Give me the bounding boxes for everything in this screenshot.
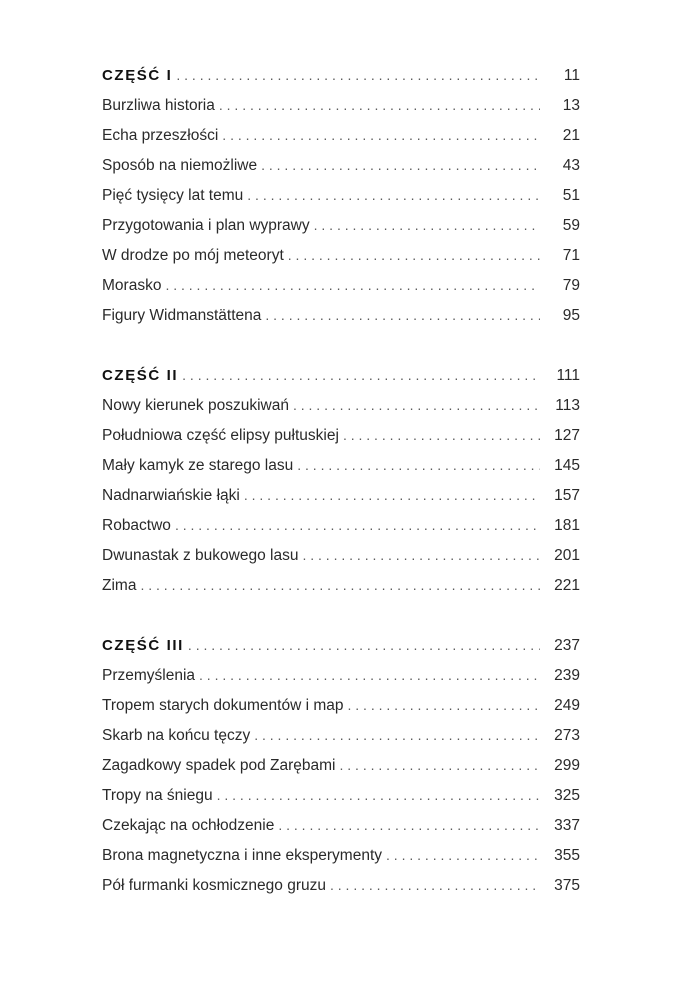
toc-entry	[102, 450, 580, 480]
chapter-title: Nowy kierunek poszukiwań	[102, 397, 289, 414]
page-number: 221	[554, 577, 580, 594]
toc-entry	[102, 570, 580, 600]
page-number: 111	[556, 367, 580, 384]
dot-leader	[176, 60, 540, 90]
dot-leader	[278, 810, 540, 840]
dot-leader	[217, 780, 540, 810]
chapter-title: Brona magnetyczna i inne eksperymenty	[102, 847, 383, 864]
page-number: 11	[563, 67, 580, 84]
page-number: 21	[562, 127, 580, 144]
toc-entry	[102, 540, 580, 570]
dot-leader	[219, 90, 540, 120]
dot-leader	[254, 720, 540, 750]
toc-entry	[102, 180, 580, 210]
chapter-title: Robactwo	[102, 517, 171, 534]
dot-leader	[175, 510, 540, 540]
dot-leader	[244, 480, 540, 510]
toc-entry	[102, 660, 580, 690]
part-heading-title: CZĘŚĆ I	[102, 67, 173, 84]
part-heading-row	[102, 60, 580, 90]
chapter-title: Przygotowania i plan wyprawy	[102, 217, 310, 234]
chapter-title: Zima	[102, 577, 137, 594]
dot-leader	[265, 300, 540, 330]
chapter-title: Tropem starych dokumentów i map	[102, 697, 344, 714]
page-number: 157	[554, 487, 580, 504]
chapter-title: Mały kamyk ze starego lasu	[102, 457, 294, 474]
part-1	[102, 60, 580, 330]
chapter-title: Figury Widmanstättena	[102, 307, 262, 324]
dot-leader	[386, 840, 540, 870]
chapter-title: Przemyślenia	[102, 667, 196, 684]
dot-leader	[165, 270, 540, 300]
chapter-title: Czekając na ochłodzenie	[102, 817, 275, 834]
chapter-title: Sposób na niemożliwe	[102, 157, 258, 174]
toc-entry	[102, 90, 580, 120]
toc-entry	[102, 420, 580, 450]
chapter-title: Pół furmanki kosmicznego gruzu	[102, 877, 326, 894]
dot-leader	[330, 870, 540, 900]
part-heading-row	[102, 360, 580, 390]
table-of-contents	[102, 60, 580, 900]
toc-entry	[102, 390, 580, 420]
toc-entry	[102, 270, 580, 300]
page-number: 43	[562, 157, 580, 174]
page-number: 79	[562, 277, 580, 294]
toc-entry	[102, 240, 580, 270]
page-number: 59	[562, 217, 580, 234]
chapter-title: Nadnarwiańskie łąki	[102, 487, 240, 504]
page-number: 375	[554, 877, 580, 894]
part-heading-row	[102, 630, 580, 660]
part-heading-title: CZĘŚĆ II	[102, 367, 179, 384]
chapter-title: Skarb na końcu tęczy	[102, 727, 251, 744]
toc-entry	[102, 480, 580, 510]
chapter-title: W drodze po mój meteoryt	[102, 247, 284, 264]
dot-leader	[182, 360, 540, 390]
toc-entry	[102, 150, 580, 180]
page-number: 237	[554, 637, 580, 654]
page-number: 355	[554, 847, 580, 864]
chapter-title: Burzliwa historia	[102, 97, 215, 114]
chapter-title: Echa przeszłości	[102, 127, 219, 144]
dot-leader	[348, 690, 541, 720]
toc-entry	[102, 870, 580, 900]
toc-entry	[102, 120, 580, 150]
page-number: 13	[562, 97, 580, 114]
toc-entry	[102, 720, 580, 750]
toc-entry	[102, 210, 580, 240]
part-3	[102, 630, 580, 900]
dot-leader	[314, 210, 540, 240]
dot-leader	[297, 450, 540, 480]
page-number: 113	[555, 397, 580, 414]
dot-leader	[340, 750, 541, 780]
page-number: 325	[554, 787, 580, 804]
page-number: 299	[554, 757, 580, 774]
dot-leader	[222, 120, 540, 150]
toc-entry	[102, 840, 580, 870]
page-number: 95	[562, 307, 580, 324]
chapter-title: Morasko	[102, 277, 162, 294]
page-number: 145	[554, 457, 580, 474]
chapter-title: Dwunastak z bukowego lasu	[102, 547, 299, 564]
page-number: 337	[554, 817, 580, 834]
page-number: 201	[554, 547, 580, 564]
dot-leader	[302, 540, 540, 570]
dot-leader	[288, 240, 540, 270]
toc-entry	[102, 750, 580, 780]
dot-leader	[261, 150, 540, 180]
page-number: 71	[562, 247, 580, 264]
toc-entry	[102, 690, 580, 720]
part-2	[102, 360, 580, 600]
dot-leader	[188, 630, 540, 660]
dot-leader	[140, 570, 540, 600]
page-number: 127	[554, 427, 580, 444]
toc-entry	[102, 510, 580, 540]
dot-leader	[199, 660, 540, 690]
toc-entry	[102, 780, 580, 810]
page-number: 239	[554, 667, 580, 684]
dot-leader	[247, 180, 540, 210]
part-heading-title: CZĘŚĆ III	[102, 637, 184, 654]
toc-entry	[102, 300, 580, 330]
dot-leader	[293, 390, 540, 420]
page-number: 249	[554, 697, 580, 714]
toc-entry	[102, 810, 580, 840]
chapter-title: Tropy na śniegu	[102, 787, 213, 804]
chapter-title: Pięć tysięcy lat temu	[102, 187, 244, 204]
page-number: 51	[562, 187, 580, 204]
page-number: 273	[554, 727, 580, 744]
dot-leader	[343, 420, 540, 450]
page-number: 181	[554, 517, 580, 534]
chapter-title: Południowa część elipsy pułtuskiej	[102, 427, 339, 444]
chapter-title: Zagadkowy spadek pod Zarębami	[102, 757, 336, 774]
